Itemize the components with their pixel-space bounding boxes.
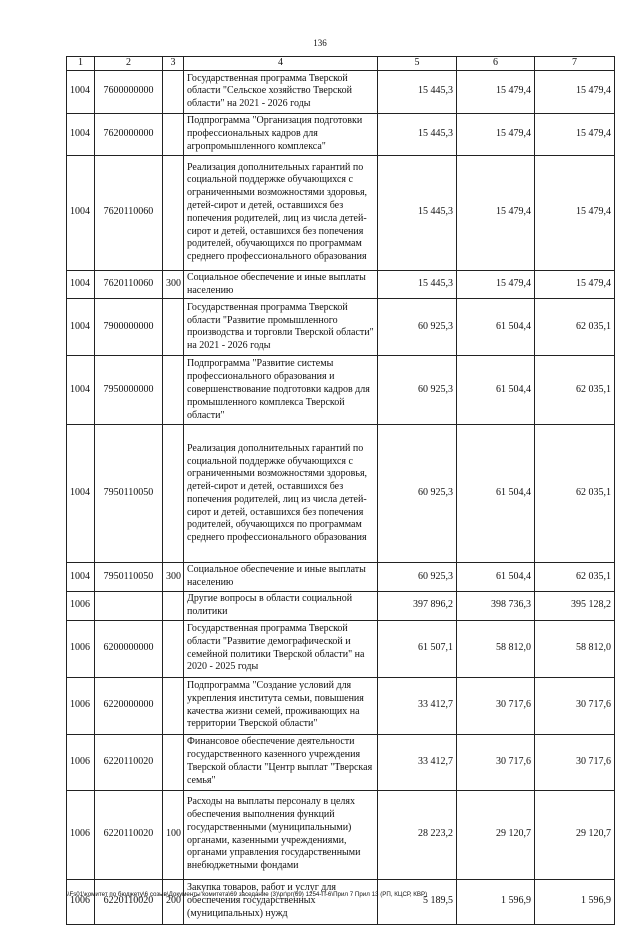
amount-2024-cell: 15 479,4	[535, 113, 615, 155]
section-code-cell: 1004	[67, 155, 95, 270]
amount-2023-cell: 1 596,9	[457, 879, 535, 924]
table-row	[67, 879, 615, 924]
expense-type-cell	[163, 356, 184, 425]
amount-2024-cell: 15 479,4	[535, 270, 615, 299]
expense-type-cell: 200	[163, 879, 184, 924]
page-number: 136	[313, 38, 327, 48]
target-code-cell: 7620110060	[95, 270, 163, 299]
amount-2022-cell: 15 445,3	[378, 270, 457, 299]
section-code-cell: 1006	[67, 790, 95, 879]
amount-2024-cell: 62 035,1	[535, 425, 615, 563]
amount-2024-cell: 29 120,7	[535, 790, 615, 879]
target-code-cell: 6220110020	[95, 879, 163, 924]
amount-2024-cell: 15 479,4	[535, 155, 615, 270]
amount-2024-cell: 62 035,1	[535, 563, 615, 592]
table-row	[67, 563, 615, 592]
amount-2022-cell: 5 189,5	[378, 879, 457, 924]
target-code-cell: 7600000000	[95, 70, 163, 113]
section-code-cell: 1006	[67, 734, 95, 790]
section-code-cell: 1004	[67, 563, 95, 592]
table-row	[67, 734, 615, 790]
target-code-cell: 7620110060	[95, 155, 163, 270]
expense-type-cell	[163, 591, 184, 620]
item-name-cell: Подпрограмма "Создание условий для укрепления института семьи, повышения качества жизни семей, проживающих на территории Тверской области"	[184, 677, 378, 734]
target-code-cell: 6220110020	[95, 734, 163, 790]
section-code-cell: 1004	[67, 425, 95, 563]
target-code-cell: 6200000000	[95, 620, 163, 677]
expense-type-cell	[163, 299, 184, 356]
amount-2023-cell: 15 479,4	[457, 70, 535, 113]
amount-2023-cell: 30 717,6	[457, 677, 535, 734]
target-code-cell: 7950110050	[95, 563, 163, 592]
item-name-cell: Социальное обеспечение и иные выплаты населению	[184, 270, 378, 299]
target-code-cell: 7950110050	[95, 425, 163, 563]
header-cell: 4	[184, 57, 378, 71]
amount-2024-cell: 15 479,4	[535, 70, 615, 113]
expense-type-cell: 300	[163, 270, 184, 299]
amount-2023-cell: 15 479,4	[457, 155, 535, 270]
header-cell: 3	[163, 57, 184, 71]
expense-type-cell	[163, 620, 184, 677]
item-name-cell: Другие вопросы в области социальной политики	[184, 591, 378, 620]
amount-2022-cell: 60 925,3	[378, 425, 457, 563]
item-name-cell: Подпрограмма "Развитие системы профессионального образования и совершенствование подготовки кадров для промышленного комплекса Тверской области"	[184, 356, 378, 425]
amount-2022-cell: 60 925,3	[378, 299, 457, 356]
header-cell: 6	[457, 57, 535, 71]
amount-2022-cell: 397 896,2	[378, 591, 457, 620]
header-cell: 1	[67, 57, 95, 71]
amount-2024-cell: 30 717,6	[535, 677, 615, 734]
table-row	[67, 155, 615, 270]
target-code-cell: 7620000000	[95, 113, 163, 155]
section-code-cell: 1006	[67, 879, 95, 924]
amount-2022-cell: 61 507,1	[378, 620, 457, 677]
item-name-cell: Реализация дополнительных гарантий по социальной поддержке обучающихся с ограниченными возможностями здоровья, детей-сирот и детей, оставшихся без попечения родителей, лиц из числа детей-сирот и детей, оставшихся без попечения родителей, обучающихся по программам среднего профессионального образования	[184, 155, 378, 270]
expense-type-cell	[163, 734, 184, 790]
amount-2022-cell: 33 412,7	[378, 734, 457, 790]
item-name-cell: Государственная программа Тверской области "Развитие демографической и семейной политики Тверской области" на 2020 - 2025 годы	[184, 620, 378, 677]
table-row	[67, 620, 615, 677]
table-row	[67, 425, 615, 563]
amount-2024-cell: 395 128,2	[535, 591, 615, 620]
item-name-cell: Расходы на выплаты персоналу в целях обеспечения выполнения функций государственными (муниципальными) органами, казенными учреждениями, органами управления государственными внебюджетными фондами	[184, 790, 378, 879]
amount-2023-cell: 61 504,4	[457, 299, 535, 356]
target-code-cell	[95, 591, 163, 620]
item-name-cell: Социальное обеспечение и иные выплаты населению	[184, 563, 378, 592]
header-cell: 7	[535, 57, 615, 71]
section-code-cell: 1004	[67, 270, 95, 299]
amount-2024-cell: 58 812,0	[535, 620, 615, 677]
item-name-cell: Подпрограмма "Организация подготовки профессиональных кадров для агропромышленного комплекса"	[184, 113, 378, 155]
table-row	[67, 677, 615, 734]
table-row	[67, 356, 615, 425]
header-cell: 2	[95, 57, 163, 71]
amount-2022-cell: 60 925,3	[378, 356, 457, 425]
expense-type-cell	[163, 155, 184, 270]
expense-type-cell	[163, 113, 184, 155]
expense-type-cell	[163, 70, 184, 113]
section-code-cell: 1006	[67, 591, 95, 620]
amount-2023-cell: 61 504,4	[457, 425, 535, 563]
table-row	[67, 299, 615, 356]
expense-type-cell	[163, 677, 184, 734]
amount-2023-cell: 15 479,4	[457, 113, 535, 155]
item-name-cell: Реализация дополнительных гарантий по социальной поддержке обучающихся с ограниченными возможностями здоровья, детей-сирот и детей, оставшихся без попечения родителей, лиц из числа детей-сирот и детей, оставшихся без попечения родителей, обучающихся по программам среднего профессионального образования	[184, 425, 378, 563]
header-cell: 5	[378, 57, 457, 71]
budget-table	[66, 56, 615, 925]
amount-2023-cell: 58 812,0	[457, 620, 535, 677]
section-code-cell: 1004	[67, 356, 95, 425]
table-row	[67, 113, 615, 155]
amount-2023-cell: 61 504,4	[457, 563, 535, 592]
file-path-footer: \\Fs01\комитет по бюджету\6 созыв\Документы комитета\69 заседание (3)\рг\рг(69) 1254-П-6\Прил 7 Прил 13 (РП, КЦСР, КВР)	[66, 891, 428, 898]
amount-2023-cell: 61 504,4	[457, 356, 535, 425]
amount-2022-cell: 33 412,7	[378, 677, 457, 734]
header-row	[67, 57, 615, 71]
table-row	[67, 591, 615, 620]
amount-2022-cell: 15 445,3	[378, 155, 457, 270]
target-code-cell: 6220000000	[95, 677, 163, 734]
section-code-cell: 1006	[67, 620, 95, 677]
target-code-cell: 7950000000	[95, 356, 163, 425]
item-name-cell: Закупка товаров, работ и услуг для обеспечения государственных (муниципальных) нужд	[184, 879, 378, 924]
amount-2023-cell: 29 120,7	[457, 790, 535, 879]
section-code-cell: 1006	[67, 677, 95, 734]
amount-2023-cell: 398 736,3	[457, 591, 535, 620]
table-row	[67, 790, 615, 879]
expense-type-cell: 100	[163, 790, 184, 879]
table-row	[67, 70, 615, 113]
amount-2022-cell: 15 445,3	[378, 70, 457, 113]
table-row	[67, 270, 615, 299]
section-code-cell: 1004	[67, 299, 95, 356]
amount-2022-cell: 28 223,2	[378, 790, 457, 879]
item-name-cell: Государственная программа Тверской области "Сельское хозяйство Тверской области" на 2021 - 2026 годы	[184, 70, 378, 113]
amount-2024-cell: 62 035,1	[535, 299, 615, 356]
expense-type-cell	[163, 425, 184, 563]
expense-type-cell: 300	[163, 563, 184, 592]
amount-2024-cell: 1 596,9	[535, 879, 615, 924]
amount-2022-cell: 60 925,3	[378, 563, 457, 592]
amount-2024-cell: 30 717,6	[535, 734, 615, 790]
target-code-cell: 6220110020	[95, 790, 163, 879]
item-name-cell: Финансовое обеспечение деятельности государственного казенного учреждения Тверской области "Центр выплат "Тверская семья"	[184, 734, 378, 790]
amount-2022-cell: 15 445,3	[378, 113, 457, 155]
section-code-cell: 1004	[67, 70, 95, 113]
amount-2023-cell: 15 479,4	[457, 270, 535, 299]
amount-2023-cell: 30 717,6	[457, 734, 535, 790]
item-name-cell: Государственная программа Тверской области "Развитие промышленного производства и торговли Тверской области" на 2021 - 2026 годы	[184, 299, 378, 356]
target-code-cell: 7900000000	[95, 299, 163, 356]
amount-2024-cell: 62 035,1	[535, 356, 615, 425]
section-code-cell: 1004	[67, 113, 95, 155]
